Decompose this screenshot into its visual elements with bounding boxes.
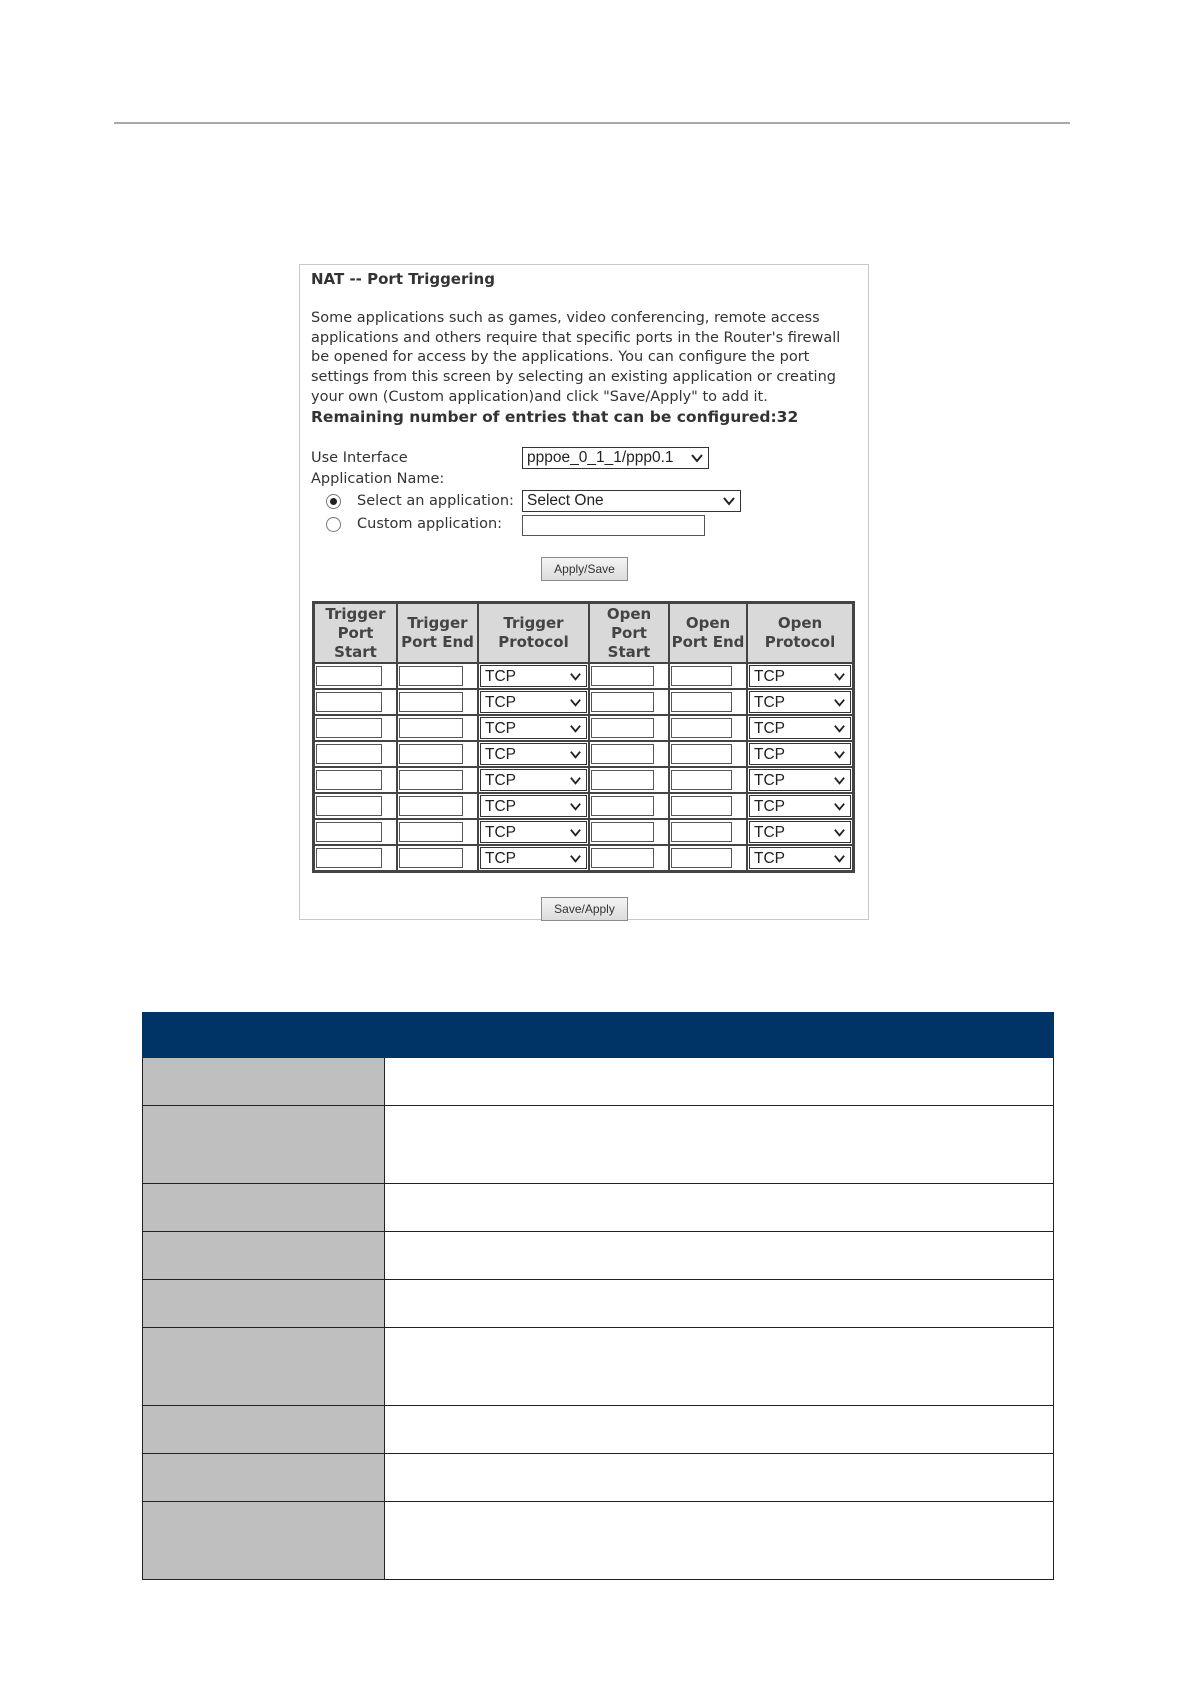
custom-application-label: Custom application: [357,516,503,532]
trigger-port-end-input[interactable] [399,718,463,738]
table-row [143,1106,1054,1184]
trigger-port-start-input[interactable] [316,666,382,686]
open-protocol-select[interactable]: TCP [749,821,851,843]
select-application-label: Select an application: [357,493,514,509]
col-open-port-end: Open Port End [669,603,747,663]
open-port-end-input[interactable] [671,692,732,712]
open-port-start-input[interactable] [591,796,654,816]
chevron-down-icon [569,670,582,683]
table-row [143,1502,1054,1580]
table-row [314,689,853,715]
trigger-port-end-input[interactable] [399,692,463,712]
chevron-down-icon [569,774,582,787]
open-port-end-input[interactable] [671,770,732,790]
chevron-down-icon [569,748,582,761]
open-protocol-select[interactable]: TCP [749,717,851,739]
chevron-down-icon [833,826,846,839]
trigger-protocol-select[interactable]: TCP [480,743,587,765]
trigger-protocol-select[interactable]: TCP [480,691,587,713]
chevron-down-icon [569,800,582,813]
table-row [143,1184,1054,1232]
table-row [143,1232,1054,1280]
port-triggering-panel [299,264,869,920]
trigger-protocol-select[interactable]: TCP [480,665,587,687]
table-row [143,1406,1054,1454]
table-row [143,1280,1054,1328]
trigger-port-end-input[interactable] [399,666,463,686]
open-port-end-input[interactable] [671,718,732,738]
open-port-start-input[interactable] [591,666,654,686]
description-table [142,1012,1054,1580]
application-name-label: Application Name: [311,471,445,487]
open-port-end-input[interactable] [671,796,732,816]
chevron-down-icon [833,670,846,683]
top-rule [114,122,1070,124]
open-protocol-select[interactable]: TCP [749,743,851,765]
table-row [314,663,853,689]
chevron-down-icon [833,696,846,709]
interface-select[interactable]: pppoe_0_1_1/ppp0.1 [522,447,709,469]
chevron-down-icon [833,748,846,761]
open-protocol-select[interactable]: TCP [749,665,851,687]
open-port-start-input[interactable] [591,692,654,712]
trigger-port-start-input[interactable] [316,848,382,868]
trigger-protocol-select[interactable]: TCP [480,821,587,843]
application-select[interactable]: Select One [522,490,741,512]
open-protocol-select[interactable]: TCP [749,691,851,713]
remaining-entries: Remaining number of entries that can be configured:32 [311,408,799,426]
select-application-radio[interactable] [326,494,341,509]
col-trigger-protocol: Trigger Protocol [478,603,589,663]
col-trigger-port-start: Trigger Port Start [314,603,397,663]
open-port-start-input[interactable] [591,822,654,842]
open-port-end-input[interactable] [671,744,732,764]
trigger-protocol-select[interactable]: TCP [480,769,587,791]
trigger-port-start-input[interactable] [316,796,382,816]
trigger-port-start-input[interactable] [316,718,382,738]
port-triggering-table [312,601,855,873]
apply-save-button[interactable]: Apply/Save [541,557,628,581]
trigger-protocol-select[interactable]: TCP [480,795,587,817]
chevron-down-icon [569,722,582,735]
table-row [314,741,853,767]
table-header-row [143,1013,1054,1058]
chevron-down-icon [690,451,704,465]
trigger-port-end-input[interactable] [399,770,463,790]
table-row [143,1328,1054,1406]
custom-application-input[interactable] [522,515,705,536]
col-open-port-start: Open Port Start [589,603,669,663]
open-port-start-input[interactable] [591,770,654,790]
chevron-down-icon [833,722,846,735]
col-trigger-port-end: Trigger Port End [397,603,478,663]
col-open-protocol: Open Protocol [747,603,853,663]
use-interface-label: Use Interface [311,450,408,466]
trigger-port-start-input[interactable] [316,822,382,842]
chevron-down-icon [833,774,846,787]
open-port-end-input[interactable] [671,666,732,686]
table-header-row [314,603,853,663]
page-title: NAT -- Port Triggering [311,270,495,288]
table-row [314,793,853,819]
table-row [143,1058,1054,1106]
chevron-down-icon [722,494,736,508]
trigger-port-start-input[interactable] [316,692,382,712]
custom-application-radio[interactable] [326,517,341,532]
trigger-port-start-input[interactable] [316,744,382,764]
table-row [314,715,853,741]
chevron-down-icon [833,852,846,865]
description-text: Some applications such as games, video conferencing, remote access applications and others require that specific ports in the Router's firewall be opened for access by the applications. You can configure the port settings from this screen by selecting an existing application or creating your own (Custom application)and click "Save/Apply" to add it. [311,310,841,405]
chevron-down-icon [569,852,582,865]
table-row [314,767,853,793]
table-row [143,1454,1054,1502]
open-port-end-input[interactable] [671,822,732,842]
trigger-protocol-select[interactable]: TCP [480,717,587,739]
trigger-port-end-input[interactable] [399,744,463,764]
trigger-protocol-select[interactable]: TCP [480,847,587,869]
chevron-down-icon [833,800,846,813]
save-apply-button[interactable]: Save/Apply [541,897,628,921]
open-protocol-select[interactable]: TCP [749,769,851,791]
chevron-down-icon [569,826,582,839]
open-port-end-input[interactable] [671,848,732,868]
trigger-port-start-input[interactable] [316,770,382,790]
trigger-port-end-input[interactable] [399,848,463,868]
open-port-start-input[interactable] [591,848,654,868]
trigger-port-end-input[interactable] [399,796,463,816]
table-row [314,845,853,871]
table-row [314,819,853,845]
open-protocol-select[interactable]: TCP [749,847,851,869]
trigger-port-end-input[interactable] [399,822,463,842]
open-port-start-input[interactable] [591,744,654,764]
open-protocol-select[interactable]: TCP [749,795,851,817]
open-port-start-input[interactable] [591,718,654,738]
chevron-down-icon [569,696,582,709]
